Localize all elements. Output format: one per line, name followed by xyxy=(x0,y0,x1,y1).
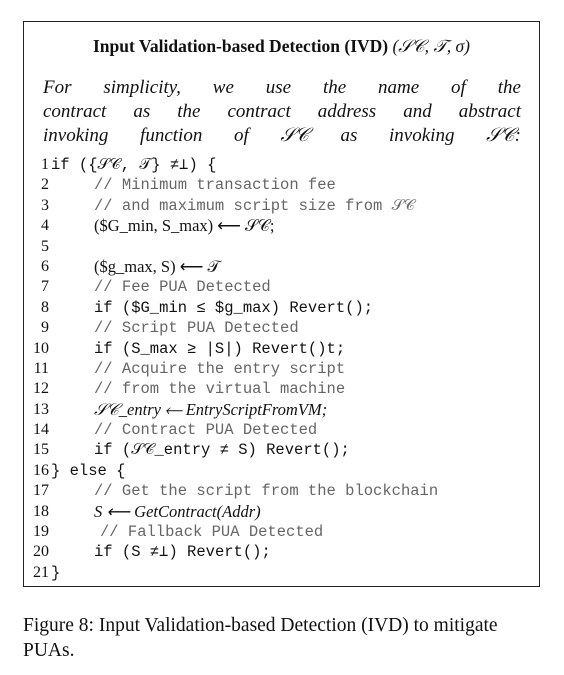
line-number: 15 xyxy=(33,441,49,459)
code-text: if (S ≠⊥) Revert(); xyxy=(94,543,271,562)
code-line xyxy=(24,257,539,277)
line-number: 6 xyxy=(41,257,49,275)
code-comment: // Fallback PUA Detected xyxy=(100,523,324,542)
code-line xyxy=(24,318,539,338)
code-text: 𝒮𝒞_entry ⟵ EntryScriptFromVM; xyxy=(94,399,328,419)
code-text: } xyxy=(51,563,61,582)
intro-word: as xyxy=(340,125,358,146)
intro-word: of xyxy=(233,125,249,146)
code-text: ($G_min, S_max) ⟵ 𝒮𝒞; xyxy=(94,216,275,236)
code-comment: // from the virtual machine xyxy=(94,380,346,399)
code-text: } else { xyxy=(51,461,126,480)
intro-word: use xyxy=(265,77,292,98)
intro-word: the xyxy=(322,77,347,98)
code-line xyxy=(24,420,539,440)
code-comment: // Script PUA Detected xyxy=(94,319,299,338)
code-line xyxy=(24,277,539,297)
line-number: 4 xyxy=(41,217,49,235)
code-line xyxy=(24,440,539,460)
code-text: if ({𝒮𝒞, 𝒯} ≠⊥) { xyxy=(51,156,217,174)
intro-word: and xyxy=(403,101,432,122)
code-text: if (𝒮𝒞_entry ≠ S) Revert(); xyxy=(94,441,350,460)
code-comment: // Get the script from the blockchain xyxy=(94,482,439,501)
intro-word: of xyxy=(451,77,466,98)
intro-word: 𝒮𝒞 xyxy=(280,125,309,146)
code-line xyxy=(24,196,539,216)
intro-line xyxy=(43,124,521,148)
intro-word: the xyxy=(177,101,201,122)
code-line xyxy=(24,237,539,257)
code-text: ($g_max, S) ⟵ 𝒯 xyxy=(94,256,221,276)
line-number: 17 xyxy=(33,482,49,500)
code-line xyxy=(24,461,539,481)
intro-word: we xyxy=(212,77,234,98)
code-text: if ($G_min ≤ $g_max) Revert(); xyxy=(94,298,374,317)
code-comment: // Minimum transaction fee xyxy=(94,176,336,195)
algorithm-box xyxy=(23,21,540,587)
line-number: 5 xyxy=(41,237,49,255)
algorithm-title-name: Input Validation-based Detection (IVD) xyxy=(93,36,389,56)
code-line xyxy=(24,359,539,379)
code-line xyxy=(24,522,539,542)
intro-word: name xyxy=(378,77,420,98)
intro-word: abstract xyxy=(458,101,521,122)
code-comment: // Acquire the entry script xyxy=(94,359,346,378)
line-number: 14 xyxy=(33,421,49,439)
intro-word: invoking xyxy=(43,125,109,146)
intro-word: invoking xyxy=(389,125,455,146)
intro-word: address xyxy=(317,101,377,122)
intro-word: as xyxy=(133,101,151,122)
line-number: 18 xyxy=(33,502,49,520)
algorithm-intro xyxy=(43,76,521,148)
intro-word: the xyxy=(497,77,521,98)
code-line xyxy=(24,481,539,501)
code-line xyxy=(24,298,539,318)
intro-word: For xyxy=(43,77,72,98)
code-text: if (S_max ≥ |S|) Revert()t; xyxy=(94,339,346,358)
code-comment: // Fee PUA Detected xyxy=(94,278,271,297)
line-number: 3 xyxy=(41,196,49,214)
intro-line xyxy=(43,100,521,124)
code-line xyxy=(24,175,539,195)
intro-line xyxy=(43,76,521,100)
code-line xyxy=(24,339,539,359)
code-line xyxy=(24,400,539,420)
code-line xyxy=(24,379,539,399)
line-number: 9 xyxy=(41,319,49,337)
intro-word: simplicity, xyxy=(103,77,181,98)
line-number: 12 xyxy=(33,380,49,398)
line-number: 8 xyxy=(41,298,49,316)
line-number: 11 xyxy=(33,359,49,377)
code-line xyxy=(24,563,539,583)
line-number: 21 xyxy=(33,563,49,581)
intro-word: 𝒮𝒞: xyxy=(486,125,521,146)
figure-caption: Figure 8: Input Validation-based Detection (IVD) to mitigate PUAs. xyxy=(23,615,498,661)
line-number: 16 xyxy=(33,461,49,479)
line-number: 20 xyxy=(33,543,49,561)
line-number: 13 xyxy=(33,400,49,418)
line-number: 19 xyxy=(33,523,49,541)
intro-word: function xyxy=(140,125,203,146)
line-number: 1 xyxy=(41,156,49,173)
line-number: 2 xyxy=(41,176,49,194)
intro-word: contract xyxy=(227,101,291,122)
code-text: S ⟵ GetContract(Addr) xyxy=(94,501,261,521)
code-line xyxy=(24,502,539,522)
code-line xyxy=(24,155,539,175)
algorithm-title xyxy=(24,36,539,57)
code-line xyxy=(24,542,539,562)
code-comment: // Contract PUA Detected xyxy=(94,421,318,440)
algorithm-title-args: (𝒮𝒞, 𝒯, σ) xyxy=(392,36,470,56)
intro-word: contract xyxy=(43,101,107,122)
code-listing xyxy=(24,155,539,583)
line-number: 7 xyxy=(41,278,49,296)
code-comment: // and maximum script size from 𝒮𝒞 xyxy=(94,196,415,215)
code-line xyxy=(24,216,539,236)
line-number: 10 xyxy=(33,339,49,357)
